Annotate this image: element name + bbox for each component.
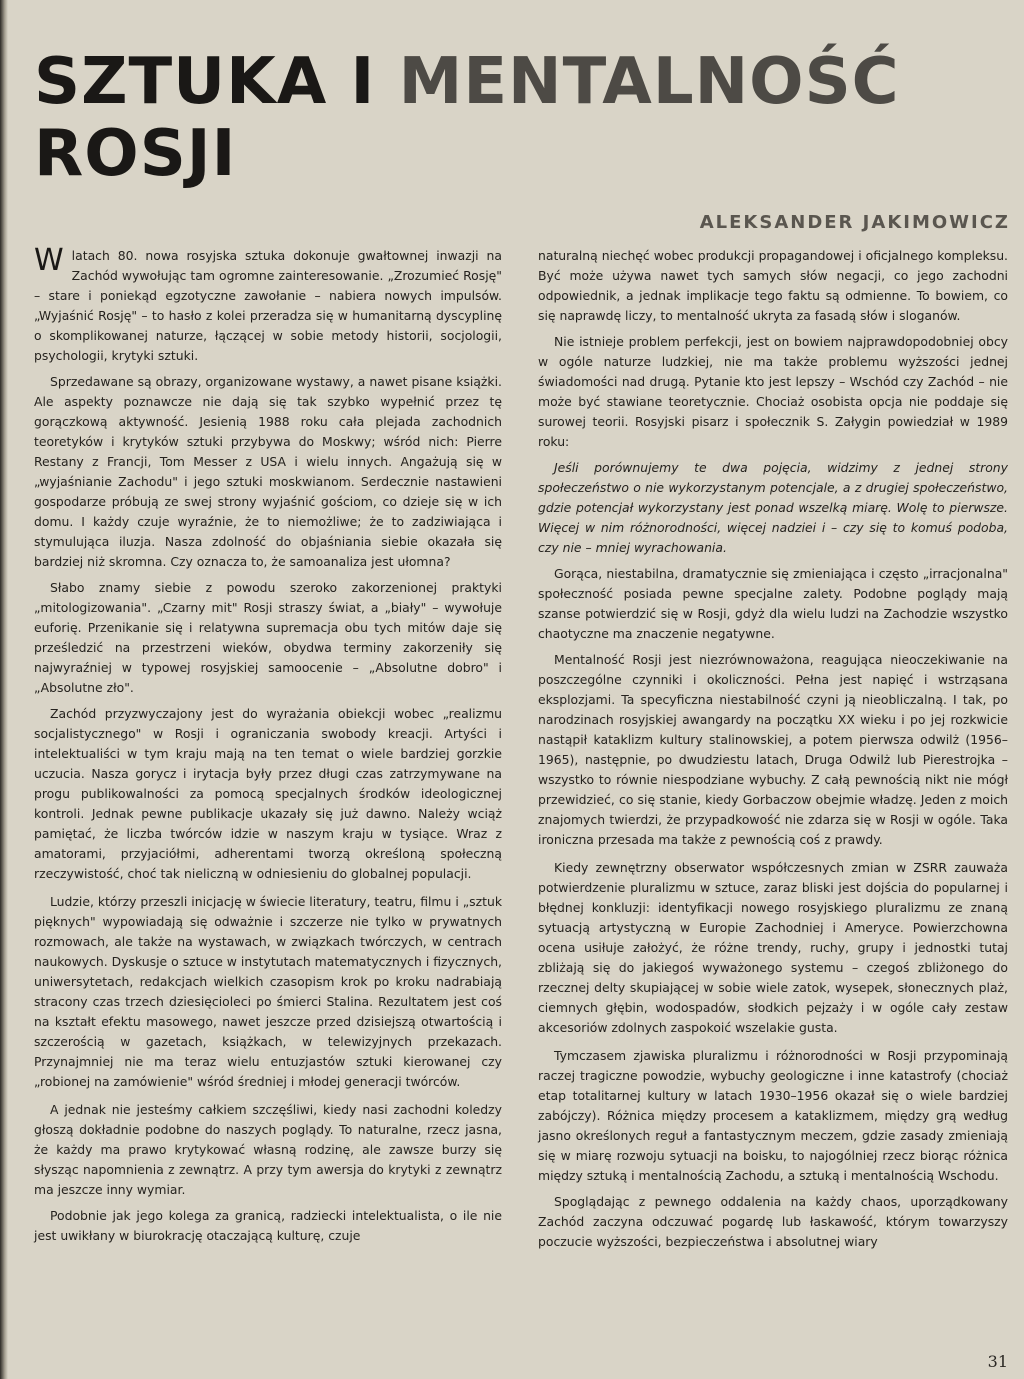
- paragraph-text: latach 80. nowa rosyjska sztuka dokonuje gwałtownej inwazji na Zachód wywołując tam ogromne zainteresowanie. „Zrozumieć Rosję" – stare i poniekąd egzotyczne zawołanie – nabiera nowych impulsów. „Wyjaśnić Rosję" – to hasło z kolei przeradza się w humanitarną dyscyplinę o skomplikowanej naturze, łączącej w sobie metody historii, socjologii, psychologii, krytyki sztuki.: [34, 248, 502, 363]
- paragraph: Mentalność Rosji jest niezrównoważona, reagująca nieoczekiwanie na poszczególne czynniki i okoliczności. Pełna jest napięć i wstrząsana eksplozjami. Ta specyficzna niestabilność czyni ją nieobliczalną. I tak, po narodzinach rosyjskiej awangardy na początku XX wieku i po jej rozkwicie nastąpił kataklizm kultury stalinowskiej, a potem pierwsza odwilż (1956–1965), następnie, po dwudziestu latach, Druga Odwilż lub Pierestrojka – wszystko to równie niespodziane wybuchy. Z całą pewnością nikt nie mógł przewidzieć, co się stanie, kiedy Gorbaczow obejmie władzę. Jeden z moich znajomych twierdzi, że przypadkowość nie zdarza się w Rosji w ogóle. Taka ironiczna przesada ma także z pewnością coś z prawdy.: [538, 652, 1008, 847]
- page-number: 31: [987, 1352, 1008, 1371]
- title-line-1: [34, 46, 934, 118]
- article-author: ALEKSANDER JAKIMOWICZ: [699, 212, 1010, 233]
- paragraph: Zachód przyzwyczajony jest do wyrażania obiekcji wobec „realizmu socjalistycznego" w Rosji i ograniczania swobody kreacji. Artyści i intelektualiści w tym kraju mają na ten temat o wiele bardziej gorzkie uczucia. Nasza gorycz i irytacja były przez długi czas zatrzymywane na progu publikowalności za pomocą specjalnych środków ideologicznej kontroli. Jednak pewne publikacje ukazały się już dawno. Należy wciąż pamiętać, że liczba twórców idzie w naszym kraju w tysiące. Wraz z amatorami, przyjaciółmi, adherentami tworzą określoną społeczną rzeczywistość, choć tak nieliczną w odniesieniu do globalnej populacji.: [34, 706, 502, 881]
- left-column: [34, 243, 502, 1252]
- paragraph: naturalną niechęć wobec produkcji propagandowej i oficjalnego kompleksu. Być może używa nawet tych samych słów negacji, co jego zachodni odpowiednik, a jednak implikacje tego faktu są odmienne. To bowiem, co się naprawdę liczy, to mentalność ukryta za fasadą słów i sloganów.: [538, 248, 1008, 323]
- paragraph: A jednak nie jesteśmy całkiem szczęśliwi, kiedy nasi zachodni koledzy głoszą dokładnie podobne do naszych poglądy. To naturalne, rzecz jasna, że każdy ma prawo krytykować własną rodzinę, ale zawsze burzy się słysząc napomnienia z zewnątrz. A przy tym awersja do krytyki z zewnątrz ma jeszcze inny wymiar.: [34, 1102, 502, 1197]
- title-part-a: SZTUKA I: [34, 45, 376, 119]
- right-column: [538, 246, 1008, 1258]
- drop-cap: W: [34, 243, 64, 278]
- paragraph: Spoglądając z pewnego oddalenia na każdy chaos, uporządkowany Zachód zaczyna odczuwać pogardę lub łaskawość, którym towarzyszy poczucie wyższości, bezpieczeństwa i absolutnej wiary: [538, 1194, 1008, 1249]
- quote-paragraph: Jeśli porównujemy te dwa pojęcia, widzimy z jednej strony społeczeństwo o nie wykorzystanym potencjale, a z drugiej społeczeństwo, gdzie potencjał wykorzystany jest ponad wszelką miarę. Wolę to pierwsze. Więcej w nim różnorodności, więcej nadziei i – czy się to komuś podoba, czy nie – mniej wyrachowania.: [538, 460, 1008, 555]
- paragraph: Nie istnieje problem perfekcji, jest on bowiem najprawdopodobniej obcy w ogóle naturze ludzkiej, nie ma także problemu wyższości jednej świadomości nad drugą. Pytanie kto jest lepszy – Wschód czy Zachód – nie może być stawiane teoretycznie. Chociaż osobista opcja nie poddaje się surowej teorii. Rosyjski pisarz i społecznik S. Załygin powiedział w 1989 roku:: [538, 334, 1008, 449]
- title-line-2: ROSJI: [34, 117, 237, 191]
- article-title: [34, 46, 934, 190]
- page-binding-shadow: [0, 0, 8, 1379]
- paragraph: Słabo znamy siebie z powodu szeroko zakorzenionej praktyki „mitologizowania". „Czarny mit" Rosji straszy świat, a „biały" – wywołuje euforię. Przenikanie się i relatywna supremacja obu tych mitów daje się prześledzić na przestrzeni wieków, obydwa terminy zakorzeniły się najwyraźniej w typowej rosyjskiej samoocenie – „Absolutne dobro" i „Absolutne zło".: [34, 580, 502, 695]
- paragraph: Gorąca, niestabilna, dramatycznie się zmieniająca i często „irracjonalna" społeczność posiada pewne specjalne zalety. Podobne poglądy mają szanse potwierdzić się w Rosji, gdyż dla wielu ludzi na Zachodzie wszystko chaotyczne ma znaczenie negatywne.: [538, 566, 1008, 641]
- paragraph: Ludzie, którzy przeszli inicjację w świecie literatury, teatru, filmu i „sztuk pięknych" wypowiadają się odważnie i szczerze nie tylko w prywatnych rozmowach, ale także na wystawach, w związkach twórczych, w centrach naukowych. Dyskusje o sztuce w instytutach matematycznych i fizycznych, uniwersytetach, redakcjach wielkich czasopism krok po kroku nadrabiają stracony czas trzech dziesięcioleci po śmierci Stalina. Rezultatem jest coś na kształt efektu masowego, nawet jeszcze przed dzisiejszą otwartością i szczerością w gazetach, książkach, w telewizyjnych przekazach. Przynajmniej nie ma teraz wielu entuzjastów sztuki kierowanej czy „robionej na zamówienie" wśród średniej i młodej generacji twórców.: [34, 894, 502, 1089]
- paragraph: Tymczasem zjawiska pluralizmu i różnorodności w Rosji przypominają raczej tragiczne powodzie, wybuchy geologiczne i inne katastrofy (chociaż etap totalitarnej kultury w latach 1930–1956 okazał się o wiele bardziej zabójczy). Różnica między procesem a kataklizmem, między grą według jasno określonych reguł a fantastycznym meczem, gdzie zasady zmieniają się w miarę rozwoju sytuacji na boisku, to najogólniej rzecz biorąc różnica między sztuką i mentalnością Zachodu, a sztuką i mentalnością Wschodu.: [538, 1048, 1008, 1183]
- paragraph: Kiedy zewnętrzny obserwator współczesnych zmian w ZSRR zauważa potwierdzenie pluralizmu w sztuce, zaraz bliski jest dojścia do popularnej i błędnej konkluzji: identyfikacji nowego rosyjskiego pluralizmu ze znaną sytuacją artystyczną w Europie Zachodniej i Ameryce. Powierzchowna ocena usiłuje założyć, że różne trendy, ruchy, grupy i jednostki tutaj zbliżają się do jakiegoś wyważonego systemu – czegoś zbliżonego do rzecznej delty skupiającej w sobie wiele zatok, wysepek, słonecznych plaż, ciemnych głębin, wodospadów, słodkich pejzaży i w ogóle cały zestaw akcesoriów zdolnych zaspokoić wszelakie gusta.: [538, 860, 1008, 1035]
- paragraph: Sprzedawane są obrazy, organizowane wystawy, a nawet pisane książki. Ale aspekty poznawcze nie dają się tak szybko wypełnić przez tę gorączkową aktywność. Jesienią 1988 roku cała plejada zachodnich teoretyków i krytyków sztuki przybywa do Moskwy; wśród nich: Pierre Restany z Francji, Tom Messer z USA i wielu innych. Angażują się w „wyjaśnianie Zachodu" i jego sztuki moskwianom. Serdecznie nastawieni gospodarze próbują ze swej strony wyjaśnić gościom, co dzieje się w ich domu. I każdy czuje wyraźnie, że to niemożliwe; że to zadziwiająca i stymulująca iluzja. Nasza zdolność do objaśniania siebie okazała się bardziej niż skromna. Czy oznacza to, że samoanaliza jest ułomna?: [34, 374, 502, 569]
- paragraph: Podobnie jak jego kolega za granicą, radziecki intelektualista, o ile nie jest uwikłany w biurokrację otaczającą kulturę, czuje: [34, 1208, 502, 1243]
- paragraph: [34, 243, 502, 366]
- title-part-b: MENTALNOŚĆ: [398, 45, 900, 119]
